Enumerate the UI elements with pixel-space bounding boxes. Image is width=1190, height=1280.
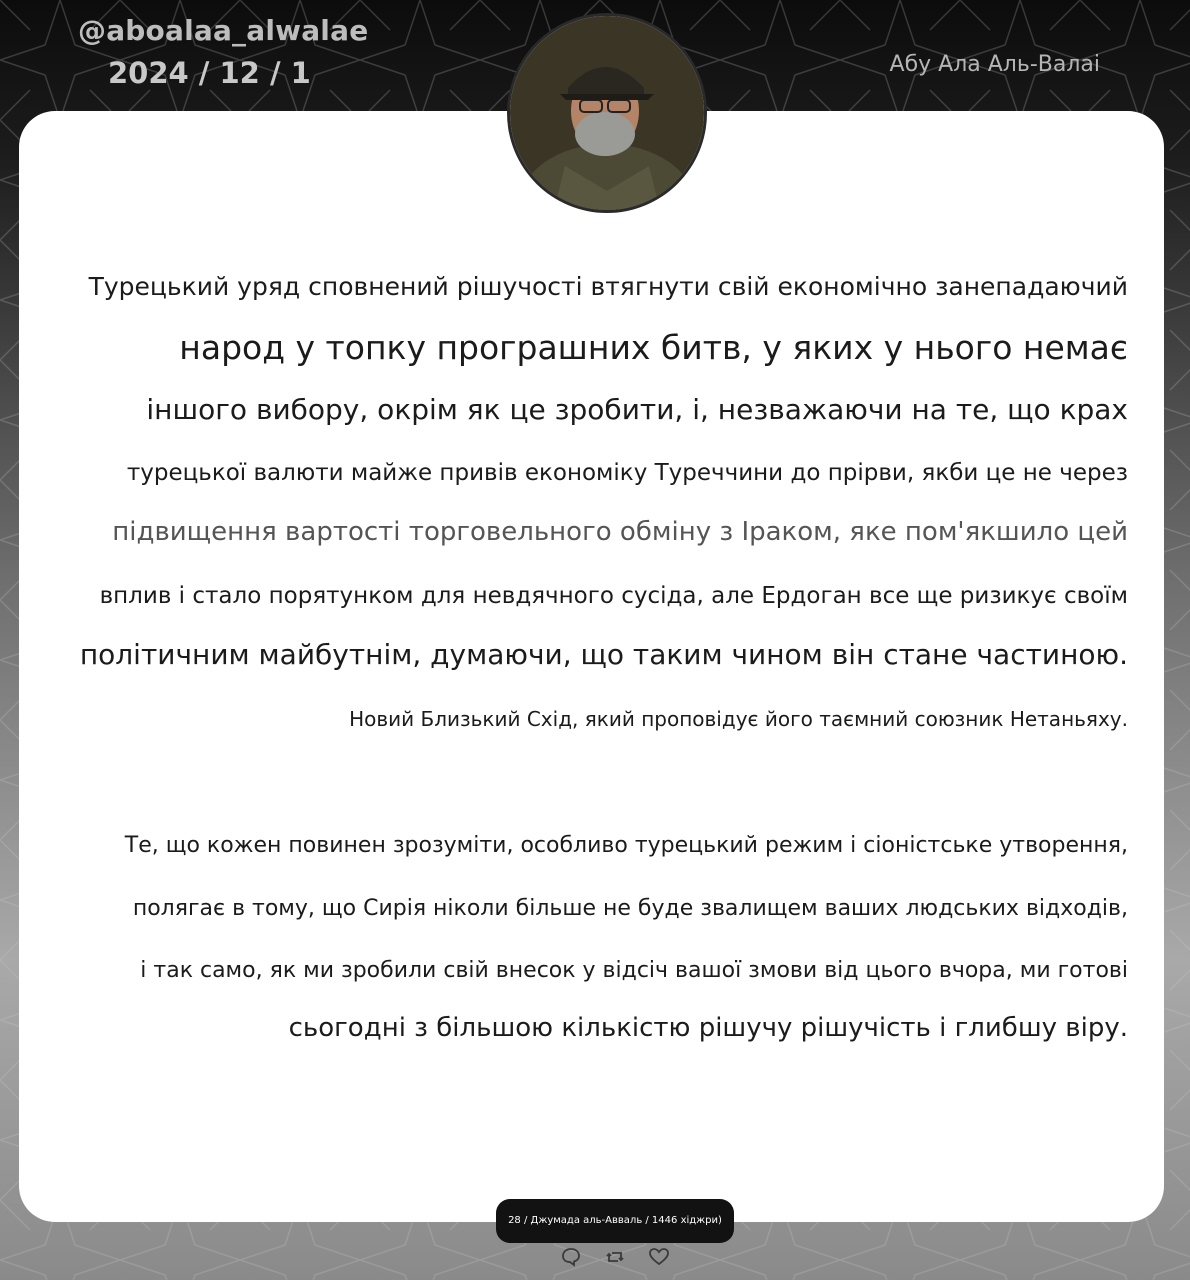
post-date: 2024 / 12 / 1 (108, 56, 311, 90)
hijri-date-badge: 28 / Джумада аль-Авваль / 1446 хіджри) (496, 1199, 734, 1243)
author-name: Абу Ала Аль-Валаі (889, 52, 1100, 77)
post-line: підвищення вартості торговельного обміну з Іраком, яке пом'якшило цей (112, 517, 1128, 547)
post-line: Те, що кожен повинен зрозуміти, особливо турецький режим і сіоністське утворення, (124, 833, 1128, 858)
post-line: турецької валюти майже привів економіку Туреччини до прірви, якби це не через (126, 460, 1128, 486)
post-line: вплив і стало порятунком для невдячного сусіда, але Ердоган все ще ризикує своїм (99, 583, 1128, 609)
post-line: сьогодні з більшою кількістю рішучу рішучість і глибшу віру. (288, 1013, 1128, 1043)
repost-icon[interactable] (604, 1246, 626, 1268)
author-handle: @aboalaa_alwalae (78, 14, 369, 47)
post-line: народ у топку програшних битв, у яких у нього немає (179, 328, 1128, 367)
reply-icon[interactable] (560, 1246, 582, 1268)
post-line: полягає в тому, що Сирія ніколи більше не буде звалищем ваших людських відходів, (132, 896, 1128, 921)
post-line: і так само, як ми зробили свій внесок у відсіч вашої змови від цього вчора, ми готові (140, 958, 1128, 983)
post-line: Турецький уряд сповнений рішучості втягнути свій економічно занепадаючий (88, 272, 1128, 301)
like-icon[interactable] (648, 1246, 670, 1268)
avatar (510, 16, 704, 210)
post-line: іншого вибору, окрім як це зробити, і, незважаючи на те, що крах (146, 393, 1128, 426)
post-line: політичним майбутнім, думаючи, що таким чином він стане частиною. (79, 638, 1128, 671)
post-line: Новий Близький Схід, який проповідує його таємний союзник Нетаньяху. (349, 707, 1128, 731)
post-actions (560, 1246, 670, 1268)
